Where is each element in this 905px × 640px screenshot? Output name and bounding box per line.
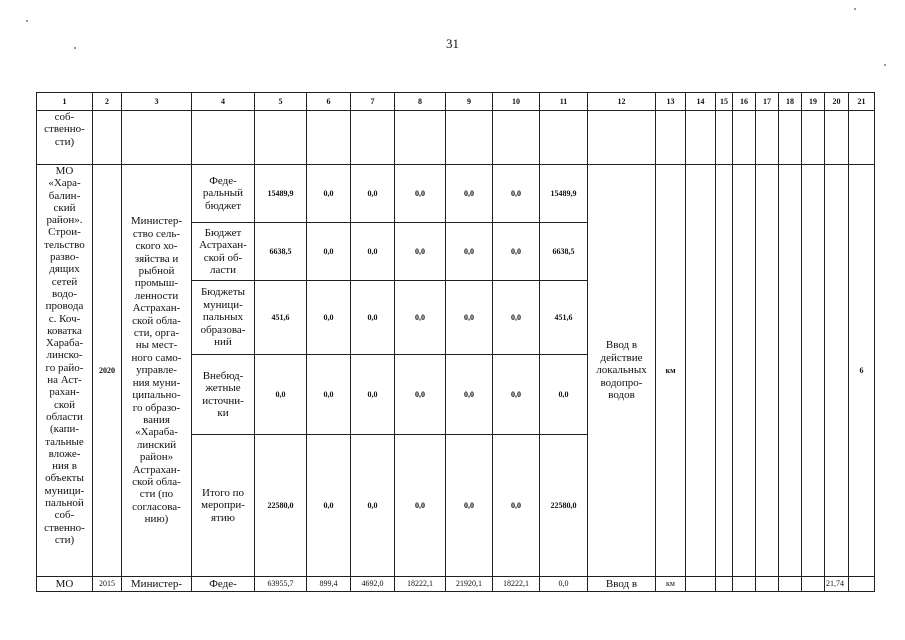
funding-value: 0,0 <box>351 165 395 223</box>
column-number: 17 <box>756 93 779 111</box>
column-number: 5 <box>255 93 307 111</box>
funding-value: 18222,1 <box>395 577 446 592</box>
implementation-year: 2020 <box>93 165 122 577</box>
funding-total: 63955,7 <box>255 577 307 592</box>
continued-row <box>37 111 875 165</box>
executor: Министер- <box>122 577 192 592</box>
column-number: 13 <box>656 93 686 111</box>
funding-value: 0,0 <box>307 165 351 223</box>
funding-value: 0,0 <box>395 165 446 223</box>
column-number: 15 <box>716 93 733 111</box>
funding-value: 0,0 <box>395 435 446 577</box>
column-number: 4 <box>192 93 255 111</box>
funding-value: 0,0 <box>307 435 351 577</box>
scan-speck <box>26 20 28 22</box>
funding-value: 0,0 <box>493 223 540 281</box>
funding-value: 0,0 <box>493 435 540 577</box>
funding-source: Итого по меропри- ятию <box>192 435 255 577</box>
column-number: 12 <box>588 93 656 111</box>
column-number: 1 <box>37 93 93 111</box>
scan-speck <box>74 47 76 49</box>
funding-source: Внебюд- жетные источни- ки <box>192 355 255 435</box>
funding-source: Феде- ральный бюджет <box>192 165 255 223</box>
funding-value: 0,0 <box>540 577 588 592</box>
funding-value: 0,0 <box>307 223 351 281</box>
unit-of-measure: км <box>656 577 686 592</box>
indicator-value: 6 <box>849 165 875 577</box>
funding-total: 22580,0 <box>255 435 307 577</box>
funding-value: 0,0 <box>351 281 395 355</box>
funding-total: 451,6 <box>255 281 307 355</box>
funding-value: 0,0 <box>307 281 351 355</box>
funding-value: 0,0 <box>351 355 395 435</box>
object-name: МО <box>37 577 93 592</box>
target-indicator: Ввод в действие локальных водопро- водов <box>588 165 656 577</box>
funding-value: 0,0 <box>351 435 395 577</box>
funding-value: 4692,0 <box>351 577 395 592</box>
funding-row-federal <box>37 165 875 223</box>
continued-object-name: соб- ственно- сти) <box>37 111 93 165</box>
column-number: 20 <box>825 93 849 111</box>
target-indicator: Ввод в <box>588 577 656 592</box>
funding-source: Бюджет Астрахан- ской об- ласти <box>192 223 255 281</box>
funding-value: 21920,1 <box>446 577 493 592</box>
funding-value: 15489,9 <box>540 165 588 223</box>
funding-value: 0,0 <box>446 281 493 355</box>
column-number: 9 <box>446 93 493 111</box>
funding-value: 6638,5 <box>540 223 588 281</box>
funding-value: 0,0 <box>446 223 493 281</box>
column-number: 14 <box>686 93 716 111</box>
funding-value: 0,0 <box>395 281 446 355</box>
funding-value: 0,0 <box>395 223 446 281</box>
column-number: 8 <box>395 93 446 111</box>
funding-source: Феде- <box>192 577 255 592</box>
funding-value: 0,0 <box>446 435 493 577</box>
column-number: 7 <box>351 93 395 111</box>
funding-value: 18222,1 <box>493 577 540 592</box>
page-number: 31 <box>446 36 459 51</box>
column-number: 11 <box>540 93 588 111</box>
next-entry-row <box>37 577 875 592</box>
column-number: 2 <box>93 93 122 111</box>
object-name: МО «Хара- балин- ский район». Строи- тельство разво- дящих сетей водо- провода с. Коч- коватка Хараба- линско- го райо- на Аст- рахан- ской области (капи- тальные вложе- ния в объекты муници- пальной соб- ственно- сти) <box>37 165 93 577</box>
funding-value: 0,0 <box>493 165 540 223</box>
funding-total: 0,0 <box>255 355 307 435</box>
unit-of-measure: км <box>656 165 686 577</box>
column-number: 21 <box>849 93 875 111</box>
column-number: 19 <box>802 93 825 111</box>
funding-value: 451,6 <box>540 281 588 355</box>
funding-source: Бюджеты муници- пальных образова- ний <box>192 281 255 355</box>
funding-value: 0,0 <box>493 355 540 435</box>
column-number: 3 <box>122 93 192 111</box>
funding-value: 0,0 <box>446 355 493 435</box>
funding-value: 0,0 <box>493 281 540 355</box>
funding-value: 0,0 <box>307 355 351 435</box>
funding-value: 22580,0 <box>540 435 588 577</box>
column-number: 18 <box>779 93 802 111</box>
column-number: 16 <box>733 93 756 111</box>
executor: Министер- ство сель- ского хо- зяйства и рыбной промыш- ленности Астрахан- ской обла- сти, орга- ны мест- ного само- управле- ния муни- ципально- го образо- вания «Хараба- линский район» Астрахан- ской обла- сти (по согласова- нию) <box>122 165 192 577</box>
indicator-value: 21,74 <box>825 577 849 592</box>
column-number: 10 <box>493 93 540 111</box>
funding-value: 0,0 <box>351 223 395 281</box>
implementation-year: 2015 <box>93 577 122 592</box>
funding-value: 0,0 <box>540 355 588 435</box>
funding-value: 0,0 <box>446 165 493 223</box>
funding-value: 0,0 <box>395 355 446 435</box>
column-number: 6 <box>307 93 351 111</box>
funding-total: 6638,5 <box>255 223 307 281</box>
column-number-row <box>37 93 875 111</box>
scan-speck <box>884 64 886 66</box>
scan-speck <box>854 8 856 10</box>
program-table <box>36 92 875 592</box>
funding-total: 15489,9 <box>255 165 307 223</box>
funding-value: 899,4 <box>307 577 351 592</box>
